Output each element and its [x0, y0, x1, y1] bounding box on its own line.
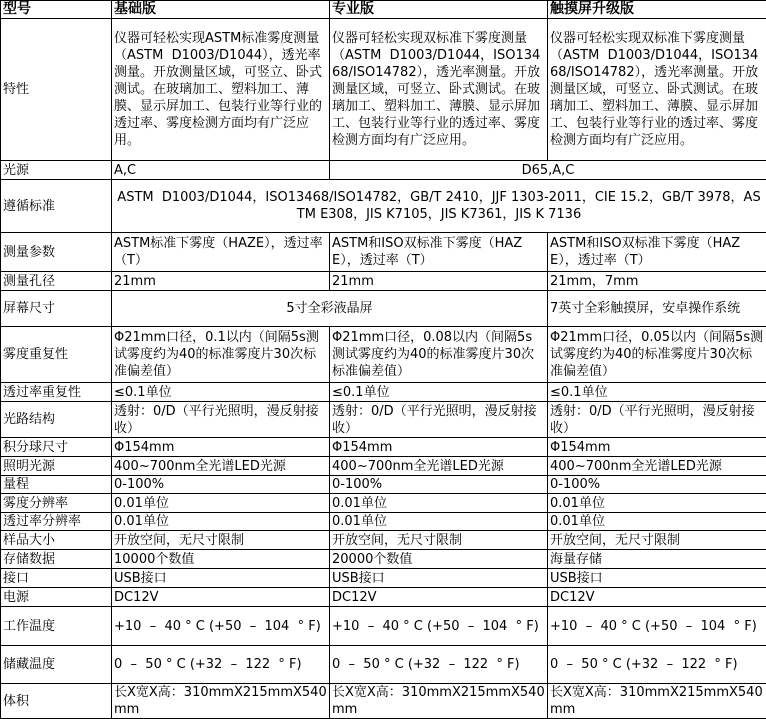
spec-row [1, 607, 766, 646]
row-label: 照明光源 [1, 457, 112, 476]
spec-cell: 0.01单位 [112, 494, 330, 513]
spec-cell: USB接口 [548, 569, 766, 588]
spec-cell: ≤0.1单位 [548, 383, 766, 402]
row-label: 样品大小 [1, 531, 112, 550]
spec-cell: 0.01单位 [112, 513, 330, 531]
spec-cell: 长X宽X高：310mmX215mmX540mm [330, 684, 548, 719]
spec-cell: USB接口 [330, 569, 548, 588]
spec-cell: 透射：0/D（平行光照明，漫反射接收） [330, 402, 548, 438]
spec-cell: 21mm [330, 272, 548, 291]
spec-cell: 10000个数值 [112, 550, 330, 569]
header-pro-version: 专业版 [330, 1, 548, 19]
spec-cell: 400~700nm全光谱LED光源 [112, 457, 330, 476]
row-label: 屏幕尺寸 [1, 291, 112, 327]
row-label: 量程 [1, 476, 112, 494]
spec-row [1, 161, 766, 180]
spec-cell: 20000个数值 [330, 550, 548, 569]
spec-row [1, 19, 766, 161]
spec-cell: Φ154mm [548, 438, 766, 457]
spec-row [1, 233, 766, 272]
row-label: 遵循标准 [1, 180, 112, 233]
spec-row [1, 569, 766, 588]
spec-cell: 仪器可轻松实现双标准下雾度测量（ASTM D1003/D1044，ISO13468/ISO14782），透光率测量。开放测量区域，可竖立、卧式测试。在玻璃加工、塑料加工、薄膜、显示屏加工、包装行业等行业的透过率、雾度检测方面均有广泛应用。 [330, 19, 548, 161]
spec-row [1, 180, 766, 233]
spec-cell: 7英寸全彩触摸屏，安卓操作系统 [548, 291, 766, 327]
spec-cell: 0.01单位 [330, 513, 548, 531]
spec-cell: 21mm [112, 272, 330, 291]
spec-table-body [1, 1, 766, 719]
row-label: 特性 [1, 19, 112, 161]
spec-cell: DC12V [330, 588, 548, 607]
spec-cell: 0-100% [548, 476, 766, 494]
spec-cell: 0.01单位 [548, 513, 766, 531]
row-label: 测量孔径 [1, 272, 112, 291]
spec-row [1, 327, 766, 383]
row-label: 存储数据 [1, 550, 112, 569]
spec-cell: 0.01单位 [330, 494, 548, 513]
spec-cell: ASTM和ISO双标准下雾度（HAZE），透过率（T） [548, 233, 766, 272]
spec-cell: D65,A,C [330, 161, 766, 180]
spec-cell: 21mm，7mm [548, 272, 766, 291]
row-label: 储藏温度 [1, 646, 112, 684]
header-row [1, 1, 766, 19]
header-basic-version: 基础版 [112, 1, 330, 19]
row-label: 光路结构 [1, 402, 112, 438]
spec-cell: A,C [112, 161, 330, 180]
spec-cell: 透射：0/D（平行光照明，漫反射接收） [112, 402, 330, 438]
spec-cell: 5寸全彩液晶屏 [112, 291, 548, 327]
spec-row [1, 684, 766, 719]
spec-cell: 0.01单位 [548, 494, 766, 513]
row-label: 接口 [1, 569, 112, 588]
spec-row [1, 513, 766, 531]
spec-cell: 400~700nm全光谱LED光源 [548, 457, 766, 476]
spec-cell: DC12V [112, 588, 330, 607]
spec-cell: 0 – 50 ° C (+32 – 122 ° F) [112, 646, 330, 684]
spec-row [1, 383, 766, 402]
spec-row [1, 494, 766, 513]
spec-cell: Φ154mm [330, 438, 548, 457]
spec-cell: 0 – 50 ° C (+32 – 122 ° F) [330, 646, 548, 684]
spec-cell: 长X宽X高：310mmX215mmX540mm [548, 684, 766, 719]
spec-row [1, 531, 766, 550]
spec-cell: DC12V [548, 588, 766, 607]
spec-cell: 0 – 50 ° C (+32 – 122 ° F) [548, 646, 766, 684]
row-label: 雾度重复性 [1, 327, 112, 383]
spec-row [1, 550, 766, 569]
row-label: 工作温度 [1, 607, 112, 646]
spec-cell: 仪器可轻松实现双标准下雾度测量（ASTM D1003/D1044，ISO13468/ISO14782），透光率测量。开放测量区域，可竖立、卧式测试。在玻璃加工、塑料加工、薄膜、显示屏加工、包装行业等行业的透过率、雾度检测方面均有广泛应用。 [548, 19, 766, 161]
spec-cell: 仪器可轻松实现ASTM标准雾度测量（ASTM D1003/D1044），透光率测量。开放测量区域，可竖立、卧式测试。在玻璃加工、塑料加工、薄膜、显示屏加工、包装行业等行业的透过率、雾度检测方面均有广泛应用。 [112, 19, 330, 161]
spec-row [1, 457, 766, 476]
spec-cell: ≤0.1单位 [112, 383, 330, 402]
spec-row [1, 402, 766, 438]
header-touch-version: 触摸屏升级版 [548, 1, 766, 19]
row-label: 透过率分辨率 [1, 513, 112, 531]
spec-cell: 海量存储 [548, 550, 766, 569]
row-label: 光源 [1, 161, 112, 180]
spec-row [1, 646, 766, 684]
spec-cell: 开放空间，无尺寸限制 [330, 531, 548, 550]
spec-cell: 开放空间，无尺寸限制 [112, 531, 330, 550]
spec-row [1, 291, 766, 327]
spec-cell: 400~700nm全光谱LED光源 [330, 457, 548, 476]
spec-cell: Φ21mm口径，0.08以内（间隔5s测试雾度约为40的标准雾度片30次标准偏差值） [330, 327, 548, 383]
row-label: 雾度分辨率 [1, 494, 112, 513]
spec-cell: ≤0.1单位 [330, 383, 548, 402]
spec-cell: 开放空间，无尺寸限制 [548, 531, 766, 550]
spec-cell: 0-100% [330, 476, 548, 494]
spec-cell: ASTM和ISO双标准下雾度（HAZE），透过率（T） [330, 233, 548, 272]
row-label: 积分球尺寸 [1, 438, 112, 457]
row-label: 测量参数 [1, 233, 112, 272]
spec-cell: USB接口 [112, 569, 330, 588]
row-label: 电源 [1, 588, 112, 607]
spec-cell: Φ21mm口径，0.05以内（间隔5s测试雾度约为40的标准雾度片30次标准偏差值） [548, 327, 766, 383]
spec-cell: +10 – 40 ° C (+50 – 104 ° F) [330, 607, 548, 646]
spec-row [1, 272, 766, 291]
spec-row [1, 438, 766, 457]
spec-cell: 透射：0/D（平行光照明，漫反射接收） [548, 402, 766, 438]
spec-cell: Φ21mm口径，0.1以内（间隔5s测试雾度约为40的标准雾度片30次标准偏差值） [112, 327, 330, 383]
spec-row [1, 476, 766, 494]
row-label: 透过率重复性 [1, 383, 112, 402]
spec-row [1, 588, 766, 607]
spec-cell: Φ154mm [112, 438, 330, 457]
spec-cell: 长X宽X高：310mmX215mmX540mm [112, 684, 330, 719]
row-label: 体积 [1, 684, 112, 719]
spec-cell: +10 – 40 ° C (+50 – 104 ° F) [112, 607, 330, 646]
spec-cell: ASTM D1003/D1044，ISO13468/ISO14782，GB/T 2410，JJF 1303-2011，CIE 15.2，GB/T 3978，ASTM E308，JIS K7105，JIS K7361，JIS K 7136 [112, 180, 766, 233]
spec-cell: 0-100% [112, 476, 330, 494]
spec-cell: +10 – 40 ° C (+50 – 104 ° F) [548, 607, 766, 646]
header-model: 型号 [1, 1, 112, 19]
spec-cell: ASTM标准下雾度（HAZE），透过率（T） [112, 233, 330, 272]
